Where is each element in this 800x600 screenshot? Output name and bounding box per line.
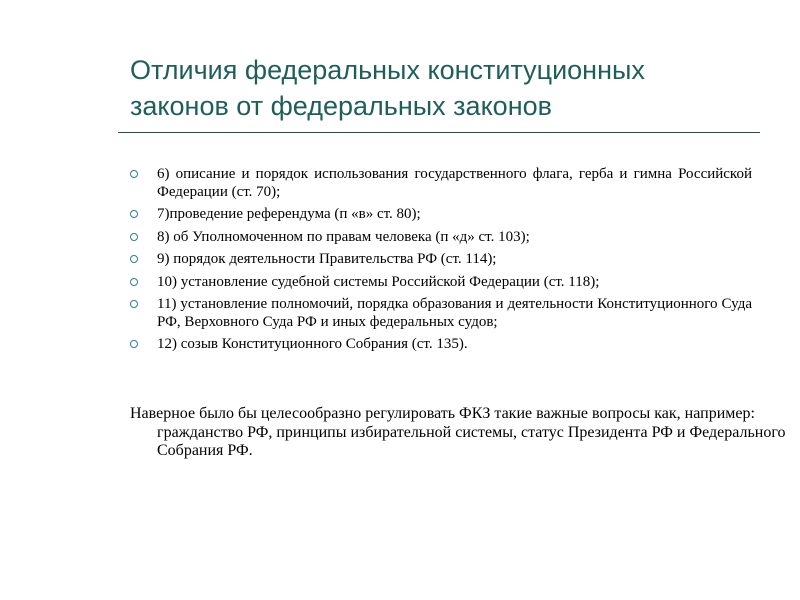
closing-note: Наверное было бы целесообразно регулировать ФКЗ такие важные вопросы как, например: гражданство РФ, принципы избирательной системы, статус Президента РФ и Федерального Собрания РФ. <box>130 405 786 459</box>
list-item <box>130 336 752 354</box>
list-item-text: 7)проведение референдума (п «в» ст. 80); <box>157 206 421 222</box>
list-item <box>130 166 752 201</box>
bullet-list <box>130 166 752 359</box>
hollow-circle-bullet-icon <box>130 340 138 348</box>
hollow-circle-bullet-icon <box>130 255 138 263</box>
list-item-text: 9) порядок деятельности Правительства РФ (ст. 114); <box>157 251 497 267</box>
list-item-text: 8) об Уполномоченном по правам человека (п «д» ст. 103); <box>157 228 530 245</box>
list-item-text: 6) описание и порядок использования государственного флага, герба и гимна Российской Федерации (ст. 70); <box>157 166 752 200</box>
list-item <box>130 251 752 269</box>
hollow-circle-bullet-icon <box>130 300 138 308</box>
title-divider <box>118 132 760 133</box>
list-item <box>130 296 752 331</box>
hollow-circle-bullet-icon <box>130 170 138 178</box>
list-item <box>130 229 752 247</box>
hollow-circle-bullet-icon <box>130 210 138 218</box>
slide-title: Отличия федеральных конституционных законов от федеральных законов <box>130 55 645 121</box>
hollow-circle-bullet-icon <box>130 233 138 241</box>
list-item-text: 11) установление полномочий, порядка образования и деятельности Конституционного Суда РФ, Верховного Суда РФ и иных федеральных судов; <box>157 296 752 330</box>
list-item <box>130 206 752 224</box>
list-item-text: 10) установление судебной системы Российской Федерации (ст. 118); <box>157 273 600 290</box>
list-item-text: 12) созыв Конституционного Собрания (ст. 135). <box>157 336 468 352</box>
hollow-circle-bullet-icon <box>130 278 138 286</box>
list-item <box>130 274 752 292</box>
